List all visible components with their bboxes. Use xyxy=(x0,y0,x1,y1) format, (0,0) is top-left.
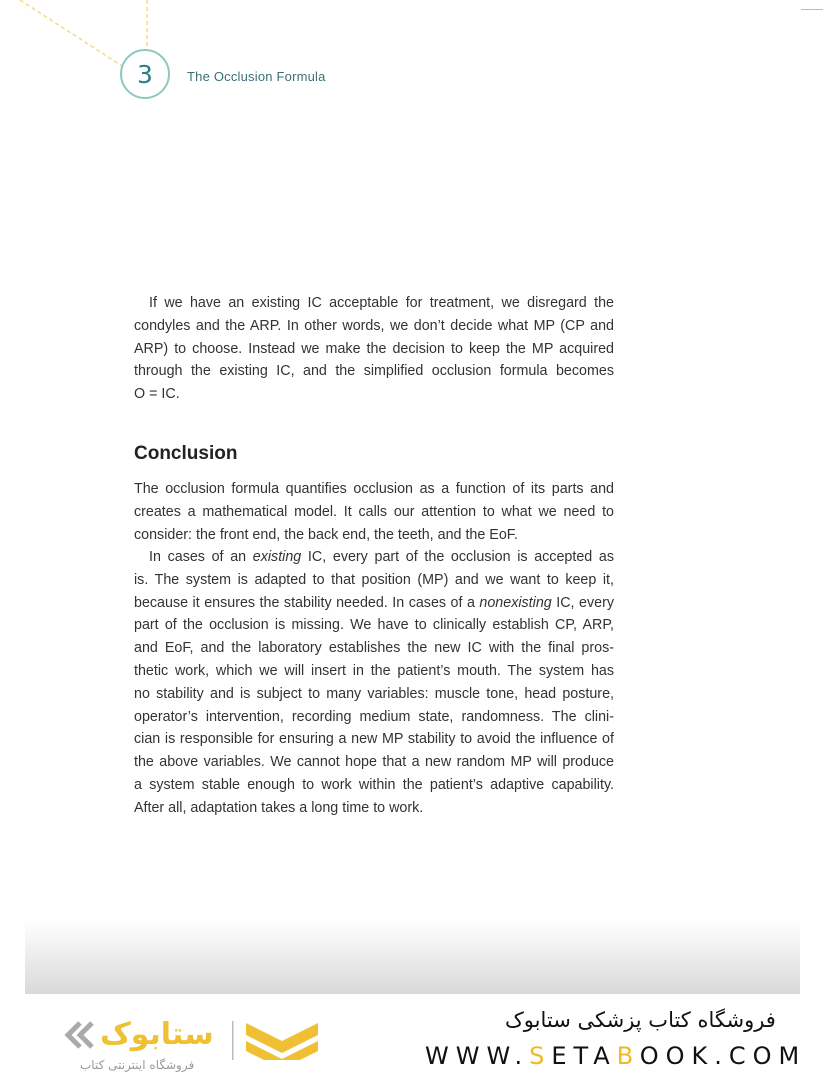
italic-text: nonexisting xyxy=(479,594,552,611)
corner-mark xyxy=(801,9,823,10)
text-segment: the above variables. We cannot hope that a new random MP will produce xyxy=(134,754,614,771)
store-name: فروشگاه کتاب پزشکی ستابوک xyxy=(505,1008,776,1032)
text-line xyxy=(134,728,614,751)
text-segment: and EoF, and the laboratory establishes the new IC with the final pros- xyxy=(134,640,614,657)
text-line xyxy=(134,569,614,592)
logo-subtitle: فروشگاه اینترنتی کتاب xyxy=(80,1058,195,1072)
url-part-highlight: S xyxy=(529,1042,552,1070)
text-segment: In cases of an xyxy=(149,549,253,565)
text-segment: part of the occlusion is missing. We have to clinically establish CP, ARP, xyxy=(134,617,614,634)
url-part: OOK.COM xyxy=(639,1042,807,1070)
text-segment: condyles and the ARP. In other words, we don’t decide what MP (CP and xyxy=(134,317,614,334)
text-line xyxy=(134,637,614,660)
text-line xyxy=(134,592,614,615)
text-segment: a system stable enough to work within the patient’s adaptive capability. xyxy=(134,776,614,793)
text-line xyxy=(134,360,614,383)
italic-text: existing xyxy=(252,549,302,565)
url-part: WWW. xyxy=(425,1042,530,1070)
text-line xyxy=(134,383,614,406)
text-segment: ARP) to choose. Instead we make the decision to keep the MP acquired xyxy=(134,340,614,357)
text-segment: IC, every part of the occlusion is accepted as xyxy=(301,549,614,565)
text-line xyxy=(134,524,614,547)
text-line xyxy=(134,614,614,637)
url-part: ETA xyxy=(551,1042,617,1070)
text-segment: operator’s intervention, recording medium state, randomness. The clini- xyxy=(134,708,614,725)
store-url[interactable] xyxy=(425,1042,806,1070)
text-line xyxy=(134,774,614,797)
text-segment: cian is responsible for ensuring a new MP stability to avoid the influence of xyxy=(134,731,614,748)
text-segment: through the existing IC, and the simplified occlusion formula becomes xyxy=(134,363,614,380)
text-line xyxy=(134,706,614,729)
paragraph-2 xyxy=(134,478,614,546)
text-segment: because it ensures the stability needed. In cases of a xyxy=(134,594,480,611)
text-line xyxy=(134,292,614,315)
text-segment: If we have an existing IC acceptable for treatment, we disregard the xyxy=(149,295,614,311)
text-line xyxy=(134,478,614,501)
text-line xyxy=(134,546,614,569)
chapter-number: 3 xyxy=(137,59,153,89)
text-line xyxy=(134,660,614,683)
page-bottom-shadow xyxy=(25,920,800,994)
text-line xyxy=(134,315,614,338)
paragraph-1 xyxy=(134,292,614,406)
text-segment: creates a mathematical model. It calls our attention to what we need to xyxy=(134,503,614,520)
running-header-title: The Occlusion Formula xyxy=(187,69,326,84)
text-line xyxy=(134,751,614,774)
text-segment: thetic work, which we will insert in the patient’s mouth. The system has xyxy=(134,662,614,679)
paragraph-3 xyxy=(134,546,614,820)
text-segment: O = IC. xyxy=(134,386,180,403)
logo-wordmark: ستابوک xyxy=(100,1017,214,1052)
text-segment: After all, adaptation takes a long time to work. xyxy=(134,799,424,816)
text-segment: consider: the front end, the back end, the teeth, and the EoF. xyxy=(134,526,518,543)
text-line xyxy=(134,683,614,706)
decorative-dashed-lines xyxy=(0,0,200,80)
section-heading-conclusion: Conclusion xyxy=(134,443,238,464)
text-segment: is. The system is adapted to that position (MP) and we want to keep it, xyxy=(134,571,614,588)
text-segment: The occlusion formula quantifies occlusion as a function of its parts and xyxy=(134,481,614,497)
text-line xyxy=(134,501,614,524)
text-segment: IC, every xyxy=(551,594,614,611)
chapter-number-badge xyxy=(120,49,170,99)
text-segment: no stability and is subject to many variables: muscle tone, head posture, xyxy=(134,685,614,702)
text-line xyxy=(134,797,614,820)
url-part-highlight: B xyxy=(616,1042,640,1070)
text-line xyxy=(134,338,614,361)
